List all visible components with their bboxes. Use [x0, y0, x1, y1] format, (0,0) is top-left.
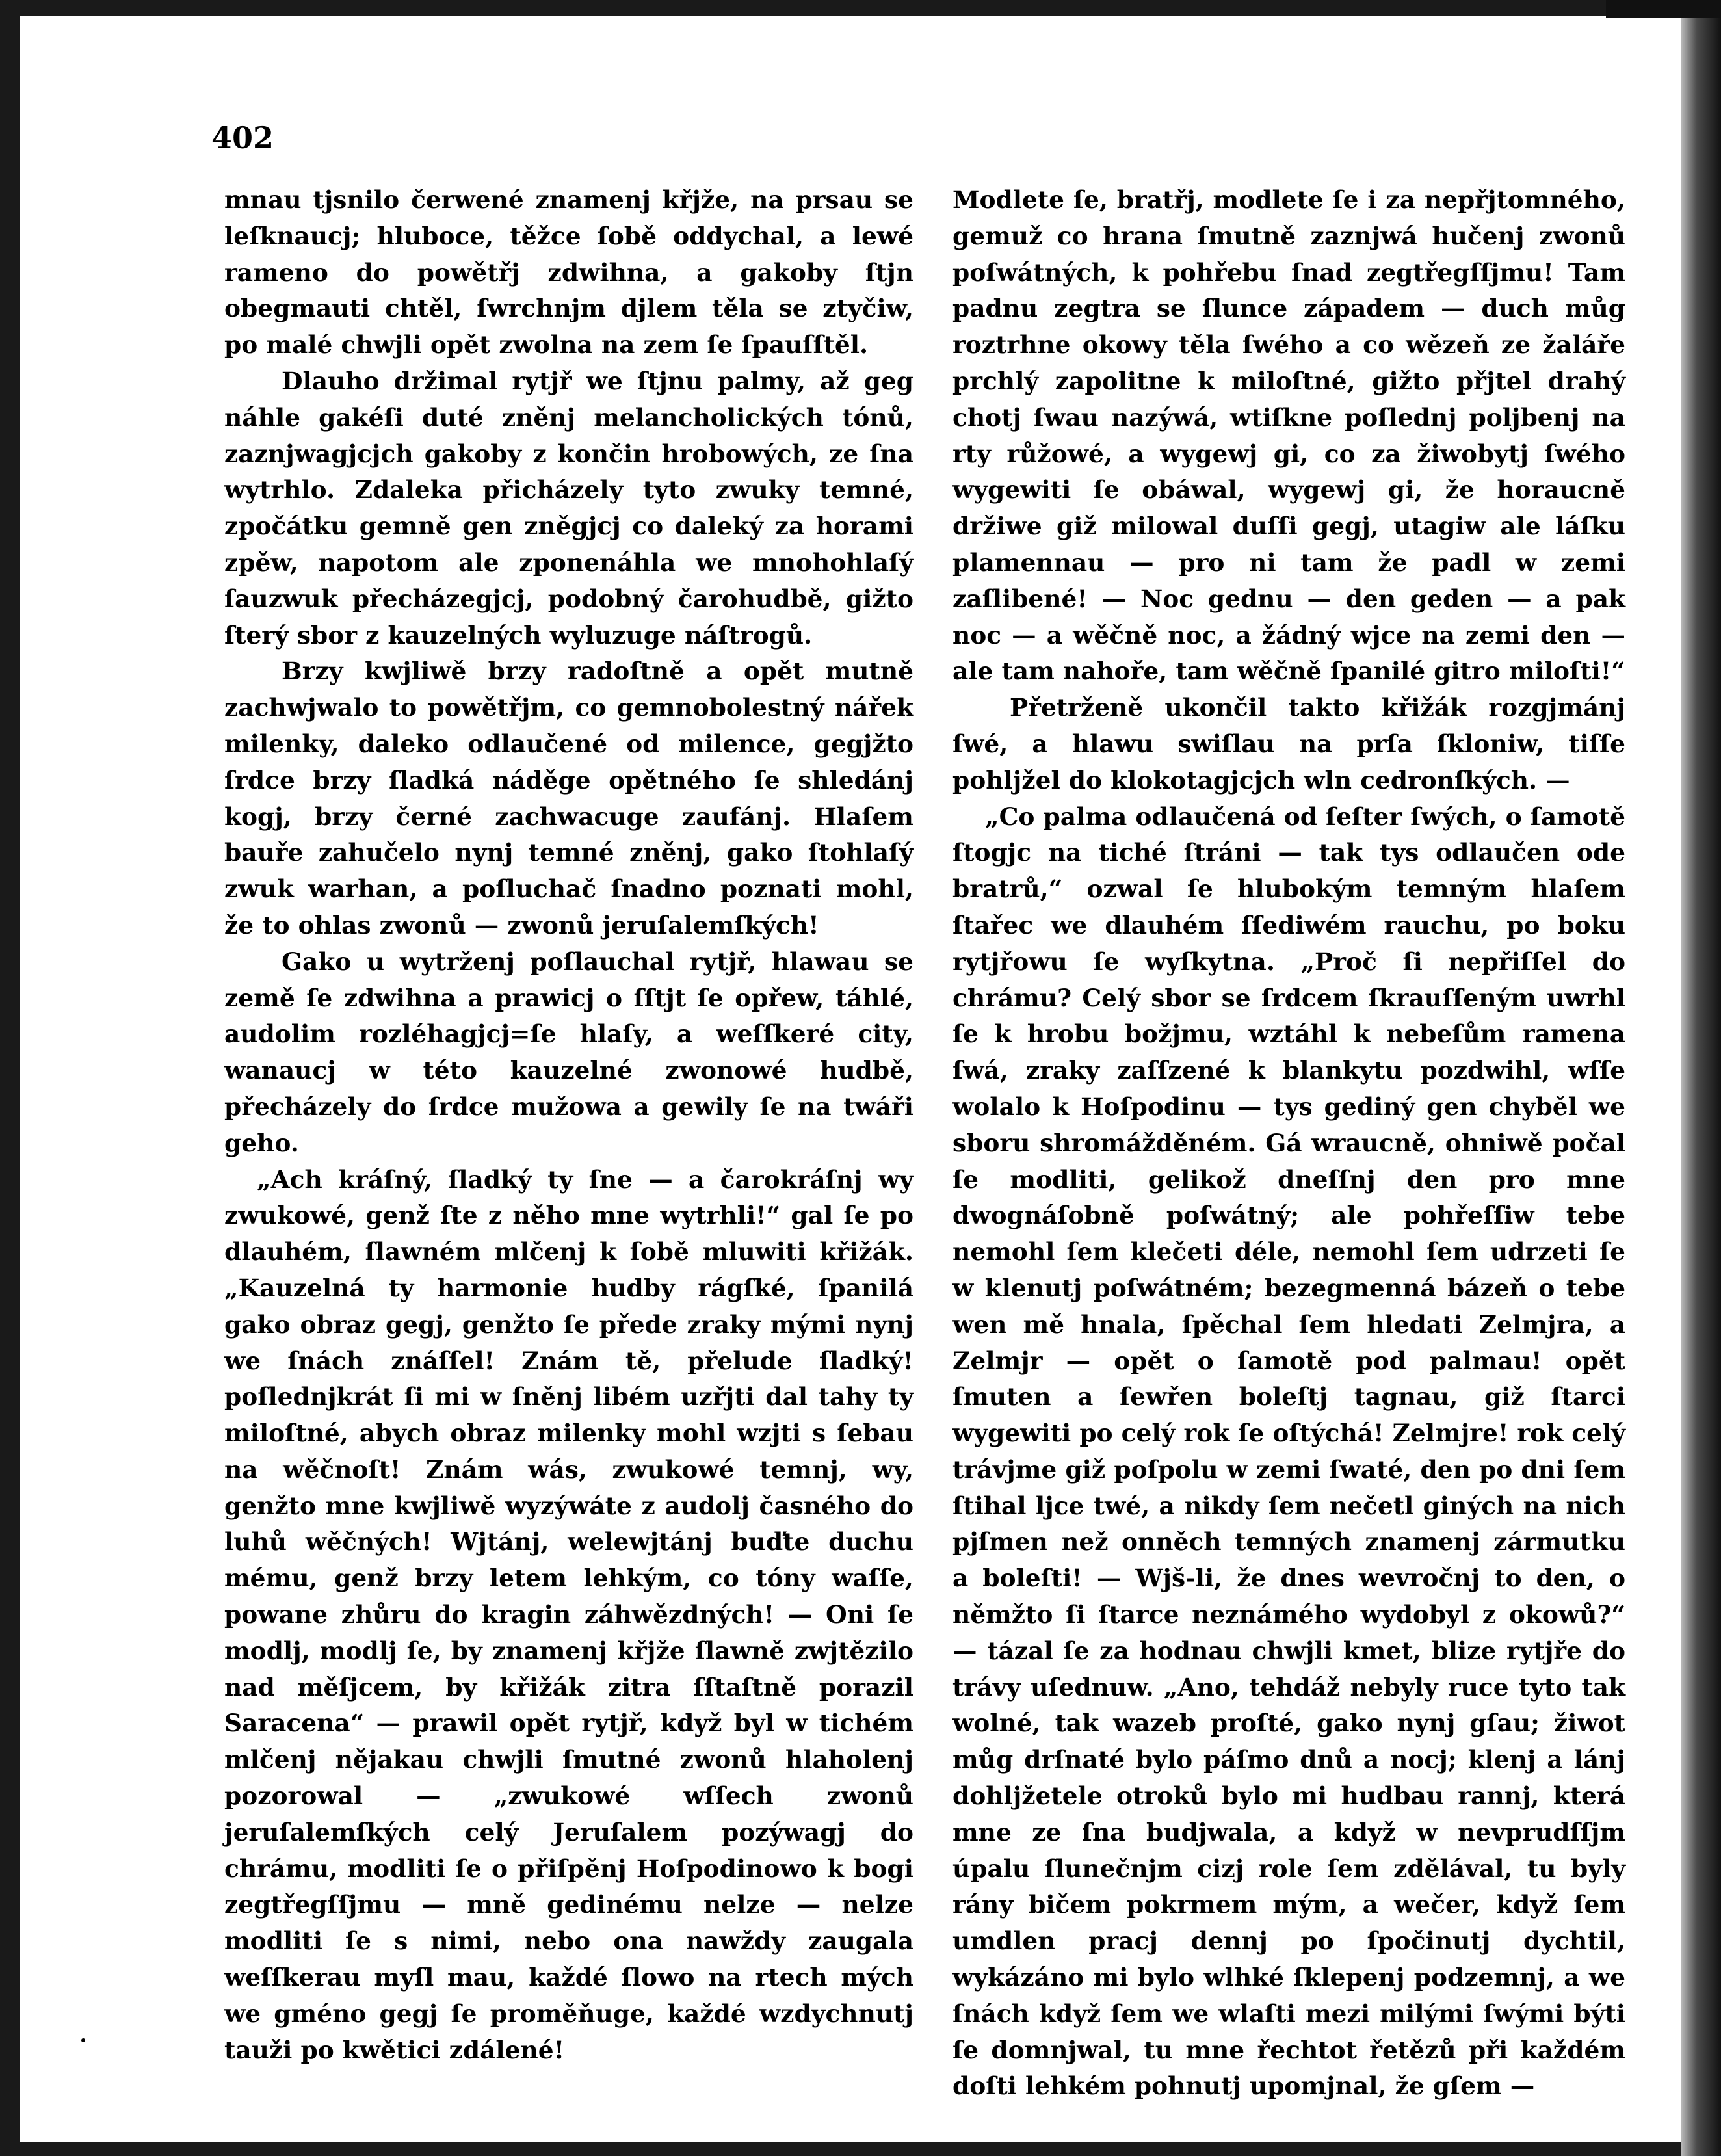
paragraph: Dlauho držimal rytjř we ſtjnu palmy, až geg náhle gakéſi duté zněnj melancholických tónů, zaznjwagjcjch gakoby z končin hrobowých, ze ſna wytrhlo. Zdaleka přicházely tyto zwuky temné, zpočátku gemně gen zněgjcj co daleký za horami zpěw, napotom ale zponenáhla we mnohohlaſý ſauzwuk přecházegjcj, podobný čarohudbě, gižto ſterý sbor z kauzelných wyluzuge náſtrogů.	[224, 366, 913, 650]
paragraph: Gako u wytrženj poſlauchal rytjř, hlawau se země ſe zdwihna a prawicj o ſſtjt ſe opřew, táhlé, audolim rozléhagjcj=ſe hlaſy, a weſſkeré city, wanaucj w této kauzelné zwonowé hudbě, přecházely do ſrdce mužowa a gewily ſe na twáři geho.	[224, 947, 913, 1157]
right-column	[952, 182, 1625, 2105]
page-edge-shadow	[1681, 16, 1721, 2156]
paragraph: mnau tjsnilo čerwené znamenj křjže, na prsau se leſknaucj; hluboce, těžce ſobě oddychal, a lewé rameno do powětřj zdwihna, a gakoby ſtjn obegmauti chtěl, ſwrchnjm djlem těla se ztyčiw, po malé chwjli opět zwolna na zem ſe ſpauſſtěl.	[224, 185, 913, 360]
ink-speck	[81, 2038, 85, 2042]
page-number: 402	[211, 120, 274, 155]
left-column	[224, 182, 913, 2068]
paragraph: Brzy kwjliwě brzy radoſtně a opět mutně zachwjwalo to powětřjm, co gemnobolestný nářek milenky, daleko odlaučené od milence, gegjžto ſrdce brzy ſladká náděge opětného ſe shledánj kogj, brzy černé zachwacuge zaufánj. Hlaſem bauře zahučelo nynj temné zněnj, gako ſtohlaſý zwuk warhan, a poſluchač ſnadno poznati mohl, že to ohlas zwonů — zwonů jeruſalemſkých!	[224, 657, 913, 940]
paragraph: Přetrženě ukončil takto křižák rozgjmánj ſwé, a hlawu swiſlau na prſa ſkloniw, tiſſe pohljžel do klokotagjcjch wln cedronſkých. —	[952, 693, 1625, 795]
page-edge-top	[1606, 0, 1721, 18]
book-page	[20, 16, 1681, 2142]
paragraph: „Co palma odlaučená od ſeſter ſwých, o ſamotě ſtogjc na tiché ſtráni — tak tys odlaučen ode bratrů,“ ozwal ſe hlubokým temným hlaſem ſtařec we dlauhém ſſediwém rauchu, po boku rytjřowu ſe wyſkytna. „Proč ſi nepřiſſel do chrámu? Celý sbor se ſrdcem ſkrauſſeným uwrhl ſe k hrobu božjmu, wztáhl k nebeſům ramena ſwá, zraky zaſſzené k blankytu pozdwihl, wſſe wolalo k Hoſpodinu — tys gediný gen chyběl we sboru shromážděném. Gá wraucně, ohniwě počal ſe modliti, gelikož dneſſnj den pro mne dwognáſobně poſwátný; ale pohřeſſiw tebe nemohl ſem klečeti déle, nemohl ſem udrzeti ſe w klenutj poſwátném; bezegmenná bázeň o tebe wen mě hnala, ſpěchal ſem hledati Zelmjra, a Zelmjr — opět o ſamotě pod palmau! opět ſmuten a ſewřen boleſtj tagnau, giž ſtarci wygewiti po celý rok ſe oſtýchá! Zelmjre! rok celý trávjme giž poſpolu w zemi ſwaté, den po dni ſem ſtihal ljce twé, a nikdy ſem nečetl giných na nich pjſmen než onněch temných znamenj zármutku a boleſti! — Wjš-li, že dnes wevročnj to den, o němžto ſi ſtarce neznámého wydobyl z okowů?“ — tázal ſe za hodnau chwjli kmet, blize rytjře do trávy uſednuw. „Ano, tehdáž nebyly ruce tyto tak wolné, tak wazeb proſté, gako nynj gſau; žiwot můg drſnaté bylo páſmo dnů a nocj; klenj a lánj dohljžetele otroků bylo mi hudbau rannj, která mne ze ſna budjwala, a když w nevprudſſjm úpalu ſlunečnjm cizj role ſem zdělával, tu byly rány bičem pokrmem mým, a wečer, když ſem umdlen pracj dennj po ſpočinutj dychtil, wykázáno mi bylo wlhké ſklepenj podzemnj, a we ſnách když ſem we wlaſti mezi milými ſwými býti ſe domnjwal, tu mne řechtot řetězů při každém doſti lehkém pohnutj upomjnal, že gſem —	[952, 802, 1625, 2101]
paragraph: Modlete ſe, bratřj, modlete ſe i za nepřjtomného, gemuž co hrana ſmutně zaznjwá hučenj zwonů poſwátných, k pohřebu ſnad zegtřegſſjmu! Tam padnu zegtra se ſlunce západem — duch můg roztrhne okowy těla ſwého a co wězeň ze žaláře prchlý zapolitne k miloſtné, gižto přjtel drahý chotj ſwau nazýwá, wtiſkne poſlednj poljbenj na rty růžowé, a wygewj gi, co za žiwobytj ſwého wygewiti ſe obáwal, wygewj gi, že horaucně držiwe giž milowal duſſi gegj, utagiw ale láſku plamennau — pro ni tam že padl w zemi zaſlibené! — Noc gednu — den geden — a pak noc — a wěčně noc, a žádný wjce na zemi den — ale tam nahoře, tam wěčně ſpanilé gitro miloſti!“	[952, 185, 1625, 686]
paragraph: „Ach kráſný, ſladký ty ſne — a čarokráſnj wy zwukowé, genž ſte z něho mne wytrhli!“ gal ſe po dlauhém, ſlawném mlčenj k ſobě mluwiti křižák. „Kauzelná ty harmonie hudby rágſké, ſpanilá gako obraz gegj, genžto ſe přede zraky mými nynj we ſnách znáſſel! Znám tě, přelude ſladký! poſlednjkrát ſi mi w ſněnj libém uzřjti dal tahy ty miloſtné, abych obraz milenky mohl wzjti s ſebau na wěčnoſt! Znám wás, zwukowé temnj, wy, genžto mne kwjliwě wyzýwáte z audolj časného do luhů wěčných! Wjtánj, welewjtánj buďte duchu mému, genž brzy letem lehkým, co tóny waſſe, powane zhůru do kragin záhwězdných! — Oni ſe modlj, modlj ſe, by znamenj křjže ſlawně zwjtězilo nad měſjcem, by křižák zitra ſſtaſtně porazil Saracena“ — prawil opět rytjř, když byl w tichém mlčenj nějakau chwjli ſmutné zwonů hlaholenj pozorowal — „zwukowé wſſech zwonů jeruſalemſkých celý Jeruſalem pozýwagj do chrámu, modliti ſe o přiſpěnj Hoſpodinowo k bogi zegtřegſſjmu — mně gedinému nelze — nelze modliti ſe s nimi, nebo ona nawždy zaugala weſſkerau myſl mau, každé ſlowo na rtech mých we gméno gegj ſe proměňuge, každé wzdychnutj tauži po kwětici zdálené!	[224, 1164, 913, 2064]
